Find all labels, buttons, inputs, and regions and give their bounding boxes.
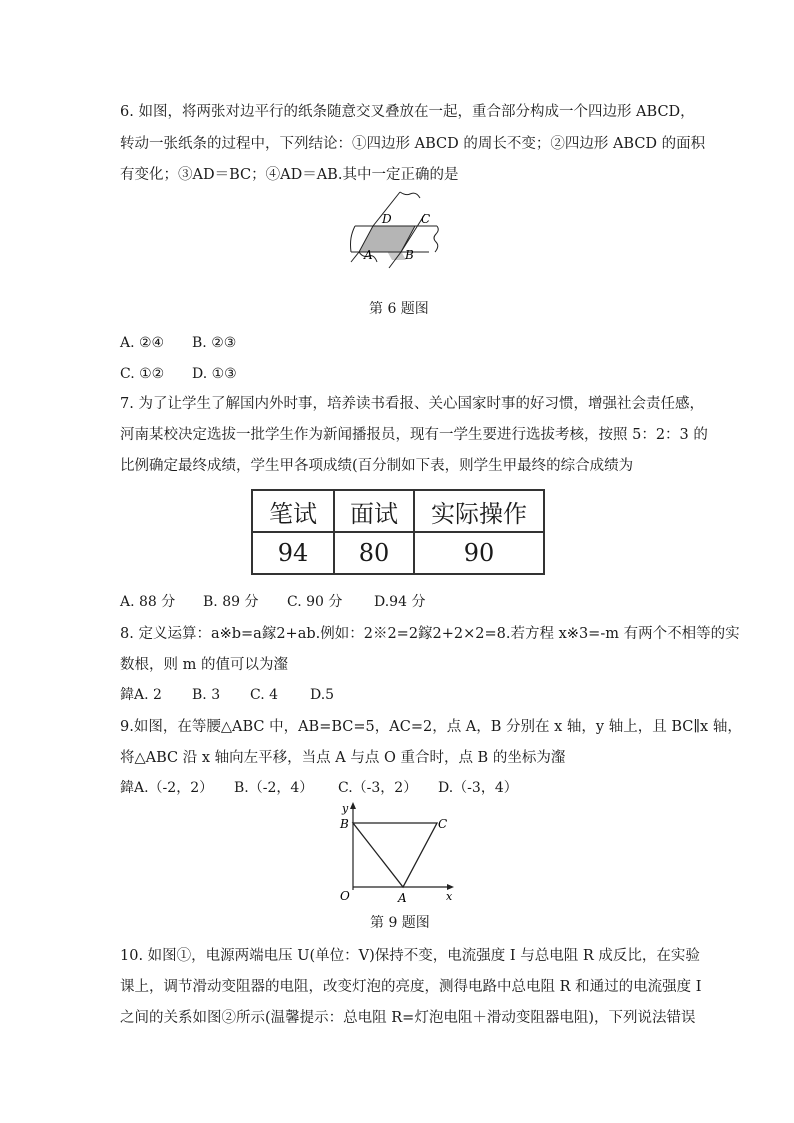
q6-figure-paper-strips [345, 190, 445, 270]
value-interview: 80 [334, 532, 414, 574]
q9-text-line-1: 9.如图，在等腰△ABC 中，AB=BC=5，AC=2，点 A，B 分别在 x 轴，y 轴上，且 BC∥x 轴， [120, 719, 742, 735]
q9-label-x: x [446, 890, 453, 903]
value-practical: 90 [414, 532, 544, 574]
q6-option-a[interactable]: A. ②④ [120, 335, 165, 351]
q8-text-line-2: 数根，则 m 的值可以为瀣 [120, 657, 288, 673]
q6-label-c: C [421, 212, 431, 226]
q9-option-d[interactable]: D.（-3，4） [438, 780, 518, 796]
q9-figure-caption: 第 9 题图 [370, 915, 430, 931]
header-interview: 面试 [334, 490, 414, 532]
q7-text-line-1: 7. 为了让学生了解国内外时事，培养读书看报、关心国家时事的好习惯，增强社会责任感， [120, 396, 704, 412]
q7-text-line-3: 比例确定最终成绩，学生甲各项成绩(百分制如下表，则学生甲最终的综合成绩为 [120, 458, 634, 474]
header-written-test: 笔试 [252, 490, 334, 532]
header-practical: 实际操作 [414, 490, 544, 532]
q7-option-b[interactable]: B. 89 分 [203, 594, 259, 610]
q6-text-line-3: 有变化；③AD＝BC；④AD＝AB.其中一定正确的是 [120, 167, 459, 183]
q6-text-line-2: 转动一张纸条的过程中，下列结论：①四边形 ABCD 的周长不变；②四边形 ABCD 的面积 [120, 136, 706, 152]
q8-option-b[interactable]: B. 3 [192, 687, 221, 703]
table-row [252, 490, 544, 532]
q6-label-b: B [405, 248, 414, 262]
q8-option-c[interactable]: C. 4 [250, 687, 279, 703]
q6-option-b[interactable]: B. ②③ [192, 335, 237, 351]
q9-label-c: C [438, 817, 448, 831]
q7-option-d[interactable]: D.94 分 [374, 594, 426, 610]
q10-text-line-3: 之间的关系如图②所示(温馨提示：总电阻 R=灯泡电阻＋滑动变阻器电阻)，下列说法错误 [120, 1010, 696, 1026]
q6-option-c[interactable]: C. ①② [120, 366, 165, 382]
q7-option-c[interactable]: C. 90 分 [287, 594, 343, 610]
q6-figure-caption: 第 6 题图 [369, 301, 429, 317]
value-written-test: 94 [252, 532, 334, 574]
q9-text-line-2: 将△ABC 沿 x 轴向左平移，当点 A 与点 O 重合时，点 B 的坐标为瀣 [120, 750, 566, 766]
q9-figure-coordinate-triangle [335, 800, 465, 905]
q7-score-table [251, 489, 545, 575]
q9-label-a: A [398, 891, 407, 905]
q9-label-y: y [342, 802, 349, 815]
q9-label-o: O [340, 889, 350, 903]
q10-text-line-1: 10. 如图①，电源两端电压 U(单位：V)保持不变，电流强度 I 与总电阻 R 成反比，在实验 [120, 948, 700, 964]
q9-label-b: B [340, 817, 349, 831]
q6-text-line-1: 6. 如图，将两张对边平行的纸条随意交叉叠放在一起，重合部分构成一个四边形 ABCD， [120, 104, 695, 120]
q9-option-a[interactable]: 鍏A.（-2，2） [120, 780, 214, 796]
q7-text-line-2: 河南某校决定选拔一批学生作为新闻播报员，现有一学生要进行选拔考核，按照 5：2：3 的 [120, 427, 708, 443]
q8-text-line-1: 8. 定义运算：a※b=a鎵2+ab.例如：2※2=2鎵2+2×2=8.若方程 x※3=-m 有两个不相等的实 [120, 626, 740, 642]
q6-label-a: A [364, 248, 373, 262]
q6-option-d[interactable]: D. ①③ [192, 366, 237, 382]
q9-option-c[interactable]: C.（-3，2） [338, 780, 418, 796]
q10-text-line-2: 课上，调节滑动变阻器的电阻，改变灯泡的亮度，测得电路中总电阻 R 和通过的电流强度 I [120, 979, 702, 995]
q9-triangle-abc [353, 823, 437, 887]
q7-option-a[interactable]: A. 88 分 [120, 594, 176, 610]
q9-option-b[interactable]: B.（-2，4） [234, 780, 314, 796]
q8-option-a[interactable]: 鍏A. 2 [120, 687, 162, 703]
q8-option-d[interactable]: D.5 [310, 687, 335, 703]
q6-label-d: D [382, 212, 392, 226]
table-row [252, 532, 544, 574]
